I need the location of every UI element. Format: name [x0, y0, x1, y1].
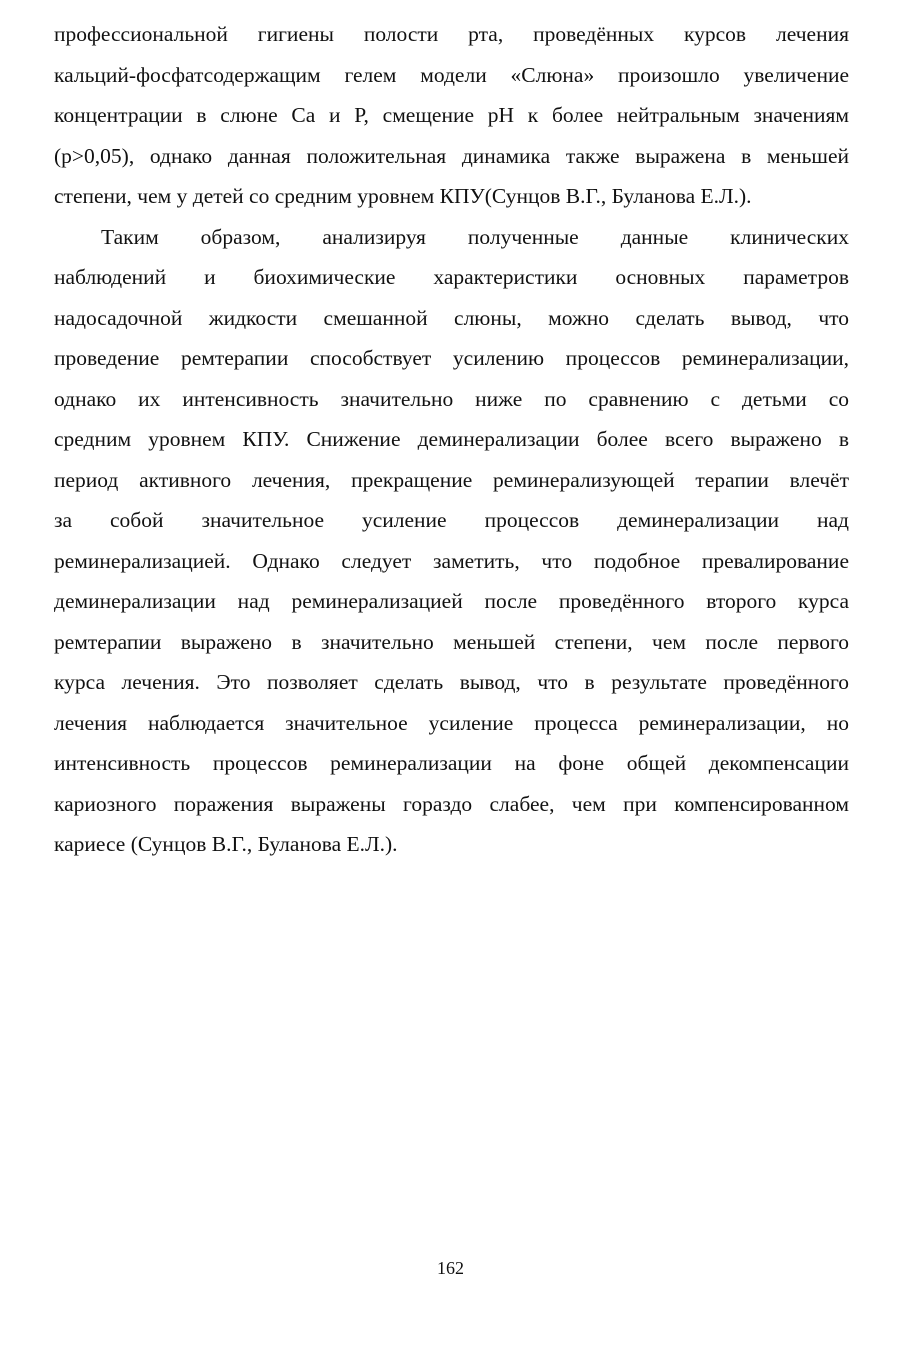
text-line: надосадочной жидкости смешанной слюны, можно сделать вывод, что: [54, 305, 849, 330]
text-line: профессиональной гигиены полости рта, проведённых курсов лечения: [54, 22, 849, 46]
text-line: лечения наблюдается значительное усиление процесса реминерализации, но: [54, 710, 849, 735]
text-line: кариесе (Сунцов В.Г., Буланова Е.Л.).: [54, 832, 398, 856]
page-number: 162: [437, 1258, 464, 1278]
text-line: концентрации в слюне Са и Р, смещение рН к более нейтральным значениям: [54, 103, 849, 127]
text-line: (р>0,05), однако данная положительная динамика также выражена в меньшей: [54, 143, 849, 168]
text-line: наблюдений и биохимические характеристики основных параметров: [54, 265, 849, 289]
text-line: кариозного поражения выражены гораздо слабее, чем при компенсированном: [54, 791, 849, 816]
text-line: Таким образом, анализируя полученные данные клинических: [101, 224, 849, 249]
text-line: кальций-фосфатсодержащим гелем модели «Слюна» произошло увеличение: [54, 62, 849, 87]
text-line: ремтерапии выражено в значительно меньшей степени, чем после первого: [54, 629, 849, 654]
text-line: интенсивность процессов реминерализации на фоне общей декомпенсации: [54, 751, 849, 775]
body-text: [54, 14, 849, 865]
paragraph-2: [54, 217, 849, 865]
text-line: проведение ремтерапии способствует усилению процессов реминерализации,: [54, 346, 849, 370]
text-line: курса лечения. Это позволяет сделать вывод, что в результате проведённого: [54, 670, 849, 694]
text-line: средним уровнем КПУ. Снижение деминерализации более всего выражено в: [54, 427, 849, 451]
text-line: за собой значительное усиление процессов деминерализации над: [54, 508, 849, 532]
text-line: реминерализацией. Однако следует заметить, что подобное превалирование: [54, 548, 849, 573]
text-line: период активного лечения, прекращение реминерализующей терапии влечёт: [54, 467, 849, 492]
text-line: деминерализации над реминерализацией после проведённого второго курса: [54, 589, 849, 613]
text-line: степени, чем у детей со средним уровнем КПУ(Сунцов В.Г., Буланова Е.Л.).: [54, 184, 752, 208]
paragraph-1: [54, 14, 849, 217]
text-line: однако их интенсивность значительно ниже по сравнению с детьми со: [54, 386, 849, 411]
